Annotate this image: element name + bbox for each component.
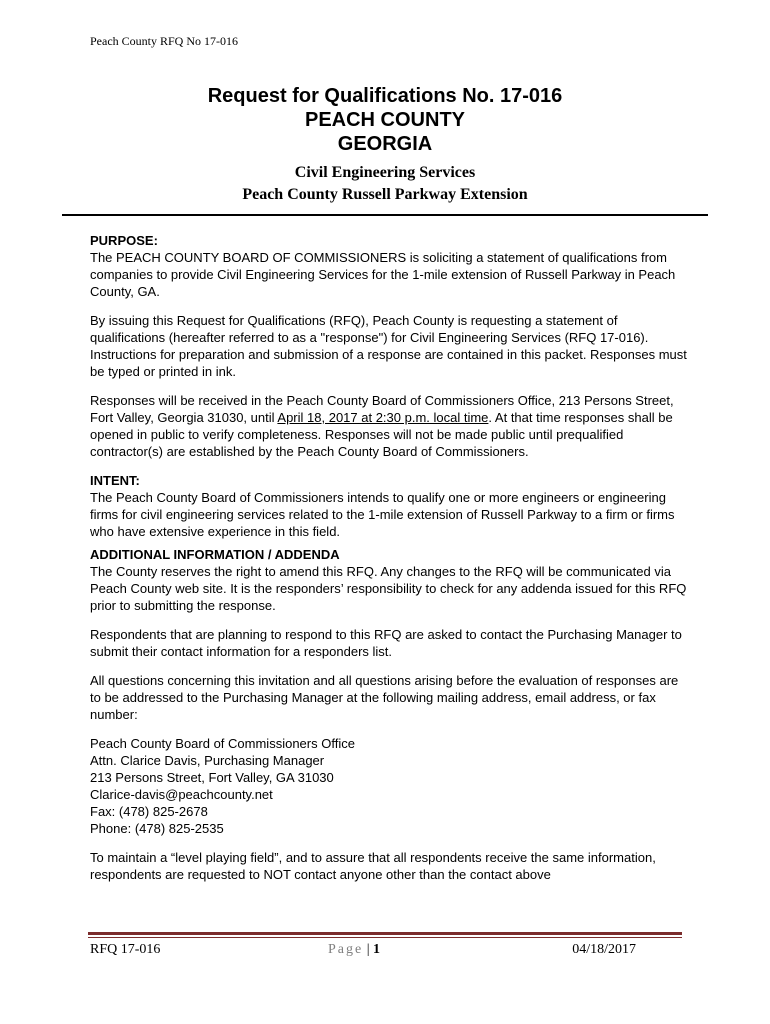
service-subtitle: Civil Engineering Services: [294, 164, 476, 181]
addenda-section: [90, 546, 690, 614]
addenda-paragraph-4: To maintain a “level playing field”, and to assure that all respondents receive the same information, respondents are requested to NOT contact anyone other than the contact above: [90, 850, 656, 882]
footer-page-indicator: [328, 942, 380, 958]
contact-fax: Fax: (478) 825-2678: [90, 804, 208, 819]
purpose-paragraph-2: By issuing this Request for Qualifications (RFQ), Peach County is requesting a statement of qualifications (hereafter referred to as a "response") for Civil Engineering Services (RFQ 17-016). Instructions for preparation and submission of a response are contained in this packet. Responses must be typed or printed in ink.: [90, 313, 687, 379]
contact-attn: Attn. Clarice Davis, Purchasing Manager: [90, 753, 325, 768]
intent-section: [90, 472, 690, 540]
purpose-paragraph-1: The PEACH COUNTY BOARD OF COMMISSIONERS is soliciting a statement of qualifications from companies to provide Civil Engineering Services for the 1-mile extension of Russell Parkway in Peach County, GA.: [90, 250, 676, 299]
contact-email: Clarice-davis@peachcounty.net: [90, 787, 273, 802]
footer-page-number: 1: [373, 942, 381, 957]
county-name: PEACH COUNTY: [304, 109, 465, 131]
document-title: Request for Qualifications No. 17-016: [207, 85, 563, 107]
document-body: [90, 232, 690, 895]
addenda-paragraph-1: The County reserves the right to amend this RFQ. Any changes to the RFQ will be communicated via Peach County web site. It is the responders’ responsibility to check for any addenda issued for this RFQ prior to submitting the response.: [90, 564, 687, 613]
running-header: Peach County RFQ No 17-016: [90, 34, 238, 48]
purpose-paragraph-3: [90, 392, 690, 460]
contact-phone: Phone: (478) 825-2535: [90, 821, 224, 836]
footer-divider-thick: [88, 932, 682, 935]
addenda-paragraph-2: Respondents that are planning to respond to this RFQ are asked to contact the Purchasing Manager to submit their contact information for a responders list.: [90, 627, 682, 659]
submission-deadline: April 18, 2017 at 2:30 p.m. local time: [277, 410, 489, 425]
contact-block: [90, 735, 690, 837]
footer-page-separator: |: [363, 942, 374, 957]
contact-street: 213 Persons Street, Fort Valley, GA 31030: [90, 770, 334, 785]
footer-rfq-number: RFQ 17-016: [90, 942, 161, 957]
title-block: [0, 84, 770, 206]
footer-date: 04/18/2017: [572, 942, 636, 957]
deadline-details: . At that time responses shall be opened in public to verify completeness. Responses will not be made public until prequalified contractor(s) are established by the Peach County Board of Commissioners.: [90, 410, 673, 459]
footer-page-word: Page: [328, 942, 364, 957]
contact-office: Peach County Board of Commissioners Office: [90, 736, 355, 751]
addenda-paragraph-3: All questions concerning this invitation and all questions arising before the evaluation of responses are to be addressed to the Purchasing Manager at the following mailing address, email address, or fax number:: [90, 673, 679, 722]
deadline-intro: Responses will be received in the Peach County Board of Commissioners Office, 213 Persons Street, Fort Valley, Georgia 31030, until: [90, 393, 674, 425]
state-name: GEORGIA: [337, 133, 433, 155]
title-divider: [62, 214, 708, 216]
footer-divider-thin: [88, 937, 682, 938]
intent-paragraph: The Peach County Board of Commissioners intends to qualify one or more engineers or engineering firms for civil engineering services related to the 1-mile extension of Russell Parkway to a firm or firms who have extensive experience in this field.: [90, 490, 675, 539]
project-subtitle: Peach County Russell Parkway Extension: [242, 186, 528, 203]
purpose-heading: PURPOSE:: [90, 233, 158, 248]
addenda-heading: ADDITIONAL INFORMATION / ADDENDA: [90, 547, 340, 562]
intent-heading: INTENT:: [90, 473, 140, 488]
purpose-section: [90, 232, 690, 300]
